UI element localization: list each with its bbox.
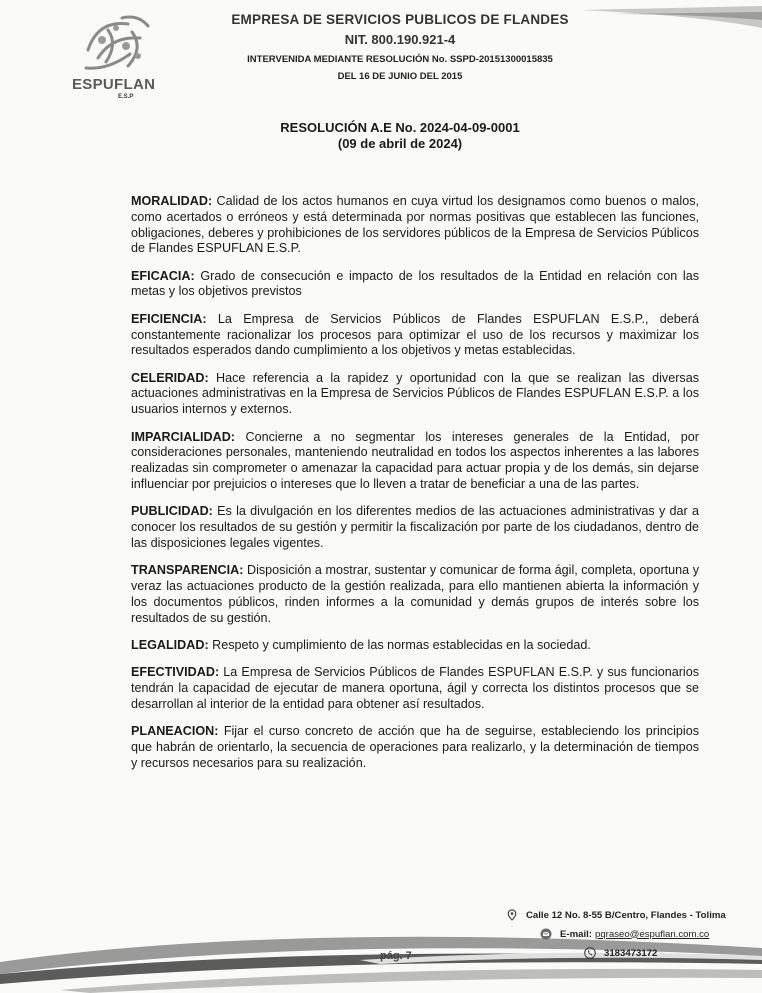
- logo-subtitle: E.S.P: [118, 94, 134, 100]
- phone-icon: [584, 947, 596, 959]
- page-number: pág. 7: [380, 950, 412, 962]
- email-label: E-mail:: [560, 928, 592, 940]
- phone-number: 3183473172: [604, 947, 658, 959]
- principle-text: Disposición a mostrar, sustentar y comunicar de forma ágil, completa, oportuna y veraz las actuaciones producto de la gestión realizada, para ello mantienen abierta la información y los documentos públicos, rinden informes a la comunidad y demás grupos de interés sobre los resultados de su gestión.: [131, 563, 699, 625]
- principle-paragraph: [131, 371, 699, 418]
- principle-text: Hace referencia a la rapidez y oportunidad con la que se realizan las diversas actuaciones administrativas en la Empresa de Servicios Públicos de Flandes ESPUFLAN E.S.P. a los usuarios internos y externos.: [131, 370, 699, 417]
- principle-term: IMPARCIALIDAD:: [131, 429, 236, 444]
- resolution-date: (09 de abril de 2024): [337, 136, 463, 151]
- company-header: [190, 10, 610, 82]
- location-pin-icon: [506, 909, 518, 921]
- company-name: EMPRESA DE SERVICIOS PUBLICOS DE FLANDES: [231, 12, 569, 27]
- logo-wordmark: ESPUFLAN: [72, 76, 156, 93]
- principle-paragraph: [131, 194, 699, 257]
- principles-list: [131, 194, 699, 783]
- principle-paragraph: [131, 430, 699, 493]
- principle-paragraph: [131, 504, 699, 551]
- address-text: Calle 12 No. 8-55 B/Centro, Flandes - Tolima: [526, 909, 726, 921]
- principle-term: LEGALIDAD:: [131, 637, 209, 652]
- principle-text: Respeto y cumplimiento de las normas establecidas en la sociedad.: [208, 637, 591, 652]
- resolution-number: RESOLUCIÓN A.E No. 2024-04-09-0001: [280, 120, 520, 135]
- resolution-title-block: [190, 120, 610, 152]
- principle-paragraph: [131, 638, 699, 654]
- contact-info: [506, 907, 762, 964]
- principle-text: La Empresa de Servicios Públicos de Flandes ESPUFLAN E.S.P., deberá constantemente racionalizar los procesos para optimizar el uso de los recursos y maximizar los resultados esperados dando cumplimiento a los objetivos y metas establecidas.: [131, 311, 699, 358]
- principle-paragraph: [131, 312, 699, 359]
- principle-paragraph: [131, 665, 699, 712]
- principle-text: Calidad de los actos humanos en cuya virtud los designamos como buenos o malos, como acertados o erróneos y está determinada por normas positivas que establecen las funciones, obligaciones, deberes y prohibiciones de los servidores públicos de la Empresa de Servicios Públicos de Flandes ESPUFLAN E.S.P.: [131, 194, 699, 256]
- principle-term: MORALIDAD:: [131, 194, 213, 208]
- principle-term: PUBLICIDAD:: [131, 504, 213, 519]
- principle-text: Grado de consecución e impacto de los resultados de la Entidad en relación con las metas y los objetivos previstos: [131, 268, 699, 299]
- address-row: [506, 907, 762, 923]
- principle-text: Es la divulgación en los diferentes medios de las actuaciones administrativas y dar a conocer los resultados de su gestión y permitir la fiscalización por parte de los ciudadanos, dentro de las disposiciones legales vigentes.: [131, 504, 699, 550]
- company-nit: NIT. 800.190.921-4: [344, 32, 456, 47]
- intervention-resolution: INTERVENIDA MEDIANTE RESOLUCIÓN No. SSPD-20151300015835: [247, 54, 553, 65]
- letterhead: [0, 0, 762, 110]
- intervention-date: DEL 16 DE JUNIO DEL 2015: [337, 71, 463, 82]
- email-icon: [540, 928, 552, 940]
- principle-text: Concierne a no segmentar los intereses generales de la Entidad, por consideraciones personales, manteniendo neutralidad en todos los aspectos inherentes a las labores realizadas sin comprometer o amenazar la capacidad para actuar propia y de los demás, sin dejarse influenciar por prejuicios o intereses que lo lleven a tratar de beneficiar a una de las partes.: [131, 429, 699, 491]
- principle-text: Fijar el curso concreto de acción que ha de seguirse, estableciendo los principios que habrán de orientarlo, la secuencia de operaciones para realizarlo, y la determinación de tiempos y recursos necesarios para su realización.: [131, 724, 699, 770]
- email-row: [540, 926, 762, 942]
- principle-paragraph: [131, 563, 699, 626]
- principle-term: EFICACIA:: [131, 268, 195, 283]
- principle-text: La Empresa de Servicios Públicos de Flandes ESPUFLAN E.S.P. y sus funcionarios tendrán la capacidad de ejecutar de manera oportuna, ágil y correcta los distintos procesos que se desarrollan al interior de la entidad para obtener así resultados.: [131, 665, 699, 711]
- principle-term: CELERIDAD:: [131, 370, 209, 385]
- principle-term: TRANSPARENCIA:: [131, 563, 244, 578]
- principle-paragraph: [131, 724, 699, 771]
- email-link[interactable]: pqraseo@espuflan.com.co: [595, 928, 710, 940]
- principle-paragraph: [131, 269, 699, 301]
- principle-term: EFECTIVIDAD:: [131, 665, 220, 680]
- principle-term: EFICIENCIA:: [131, 311, 207, 326]
- phone-row: [584, 945, 762, 961]
- principle-term: PLANEACION:: [131, 724, 219, 739]
